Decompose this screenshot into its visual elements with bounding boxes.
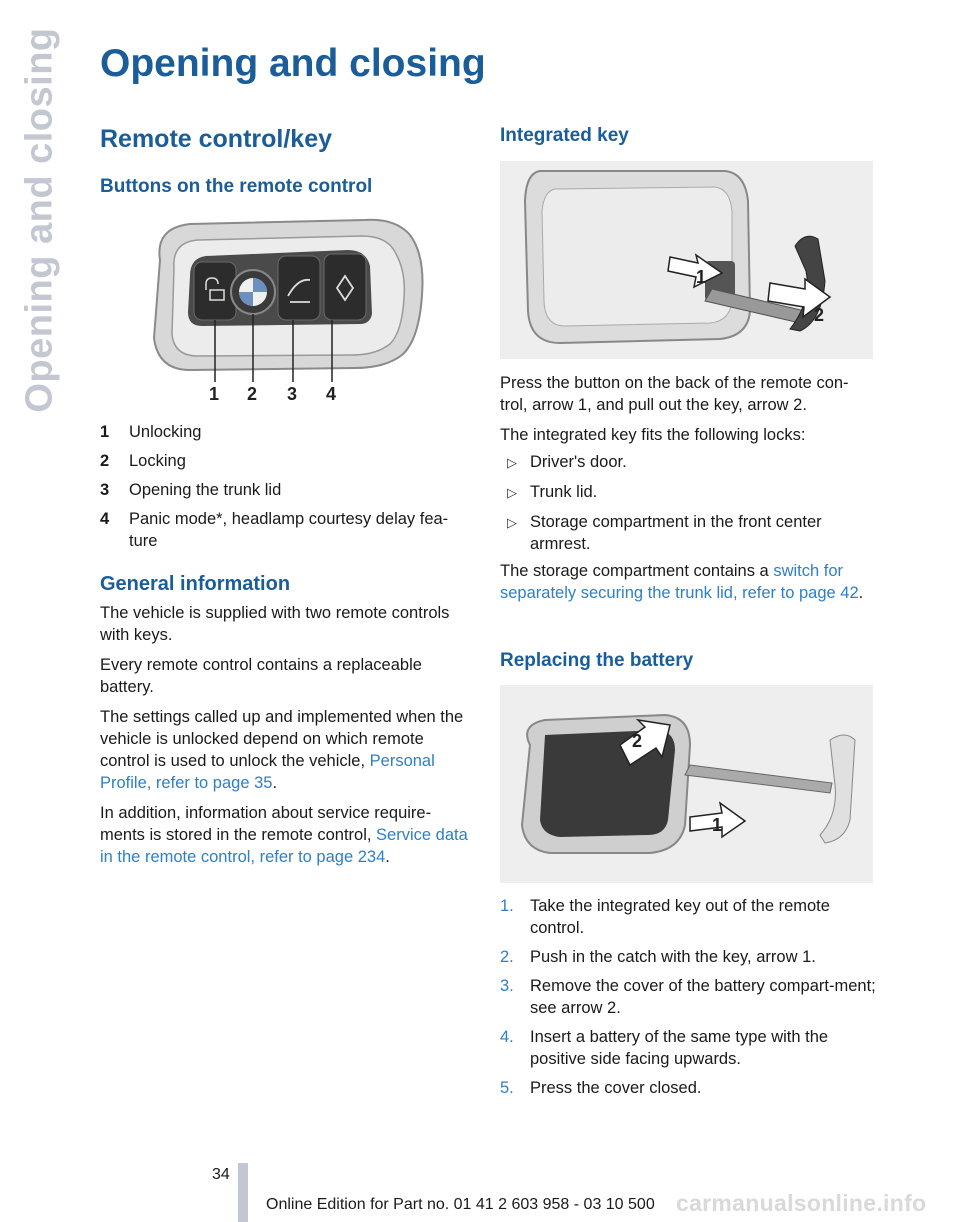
button-legend (100, 421, 475, 559)
page-title: Opening and closing (100, 42, 486, 85)
paragraph-service-data: In addition, information about service require‐ments is stored in the remote control, Service data in the remote control, refer to page 234. (100, 804, 468, 866)
list-item: ▷ Trunk lid. (507, 483, 598, 501)
sidebar-chapter-title: Opening and closing (18, 27, 61, 413)
list-item: 2. Push in the catch with the key, arrow 1. (500, 948, 816, 966)
section-title-remote-control: Remote control/key (100, 125, 333, 153)
battery-figure-label-2: 2 (632, 731, 643, 751)
integrated-key-label-2: 2 (814, 305, 825, 325)
legend-item: 1 Unlocking (100, 423, 202, 441)
list-item: ▷ Driver's door. (507, 453, 627, 471)
paragraph-press-button: Press the button on the back of the remote con‐trol, arrow 1, and pull out the key, arrow 2. (500, 374, 849, 414)
paragraph-settings: The settings called up and implemented when the vehicle is unlocked depend on which remote control is used to unlock the vehicle, Personal Profile, refer to page 35. (100, 708, 464, 792)
paragraph-storage: The storage compartment contains a switch for separately securing the trunk lid, refer to page 42. (500, 562, 864, 602)
replace-battery-figure (500, 685, 873, 883)
list-item: 3. Remove the cover of the battery compart‐ment; see arrow 2. (500, 977, 876, 1017)
paragraph-fits-locks: The integrated key fits the following locks: (500, 426, 806, 444)
trunk-switch-link[interactable]: switch for separately securing the trunk lid, refer to page 42 (500, 562, 859, 602)
battery-figure-label-1: 1 (712, 815, 723, 835)
paragraph-battery: Every remote control contains a replaceable battery. (100, 656, 422, 696)
legend-item: 3 Opening the trunk lid (100, 481, 282, 499)
figure-label-4: 4 (326, 384, 337, 404)
personal-profile-link[interactable]: Personal Profile, refer to page 35 (100, 752, 435, 792)
service-data-link[interactable]: Service data in the remote control, refer to page 234 (100, 826, 468, 866)
integrated-key-figure (500, 161, 873, 359)
list-item: ▷ Storage compartment in the front center armrest. (507, 513, 822, 553)
list-item: 5. Press the cover closed. (500, 1079, 702, 1097)
paragraph-two-remotes: The vehicle is supplied with two remote controls with keys. (100, 604, 450, 644)
legend-item: 4 Panic mode*, headlamp courtesy delay fea‐ture (100, 510, 449, 550)
watermark: carmanualsonline.info (676, 1190, 927, 1216)
heading-integrated-key: Integrated key (500, 125, 629, 146)
battery-steps-list (500, 895, 876, 1106)
panic-button (324, 254, 366, 320)
heading-buttons-remote: Buttons on the remote control (100, 176, 373, 197)
figure-label-2: 2 (247, 384, 258, 404)
figure-label-1: 1 (209, 384, 220, 404)
unlock-button (194, 262, 236, 320)
list-item: 1. Take the integrated key out of the remote control. (500, 897, 830, 937)
heading-replacing-battery: Replacing the battery (500, 650, 694, 671)
legend-item: 2 Locking (100, 452, 186, 470)
list-item: 4. Insert a battery of the same type with the positive side facing upwards. (500, 1028, 829, 1068)
footer-divider (238, 1163, 248, 1222)
remote-control-buttons-figure (140, 210, 430, 410)
trunk-button (278, 256, 320, 320)
integrated-key-label-1: 1 (696, 267, 707, 287)
locks-list (500, 451, 876, 562)
edition-footer: Online Edition for Part no. 01 41 2 603 958 - 03 10 500 (266, 1196, 655, 1213)
heading-general-information: General information (100, 573, 291, 595)
page-number: 34 (212, 1166, 230, 1183)
figure-label-3: 3 (287, 384, 298, 404)
